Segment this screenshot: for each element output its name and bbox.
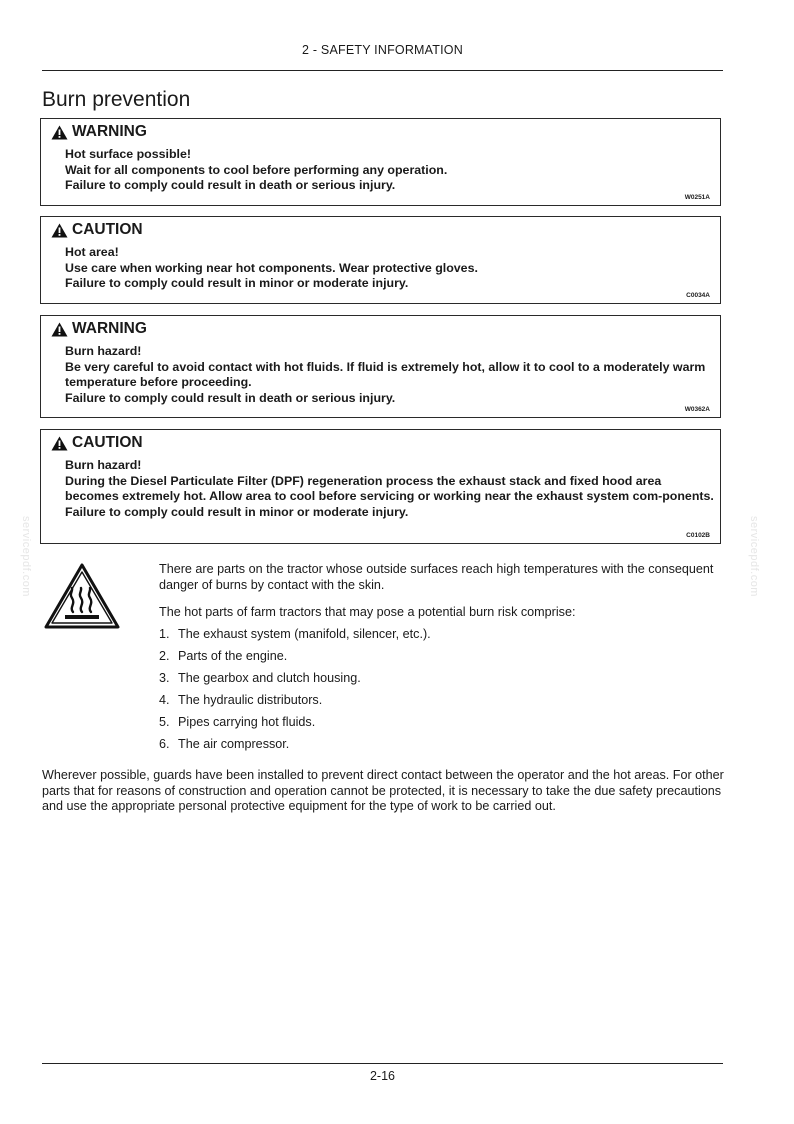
list-item: 3. The gearbox and clutch housing. <box>159 671 361 685</box>
notice-type-label: CAUTION <box>72 434 143 451</box>
notice-code: C0034A <box>686 292 710 299</box>
notice-body <box>65 147 715 194</box>
notice-line: Burn hazard! <box>65 344 142 358</box>
list-item: 6. The air compressor. <box>159 737 290 751</box>
page-title: Burn prevention <box>42 88 191 111</box>
footer-rule <box>42 1063 723 1064</box>
closing-paragraph: Wherever possible, guards have been installed to prevent direct contact between the operator and the hot areas. For other parts that for reasons of construction and operation cannot be protected, it is necessary to take the due safety precautions and use the appropriate personal protective equipment for the type of work to be carried out. <box>42 768 724 813</box>
notice-heading <box>51 320 147 338</box>
list-item: 4. The hydraulic distributors. <box>159 693 323 707</box>
page-number: 2-16 <box>369 1069 396 1083</box>
notice-line: Failure to comply could result in minor or moderate injury. <box>65 504 409 519</box>
warning-box <box>40 315 721 418</box>
notice-heading <box>51 221 143 239</box>
notice-line: Failure to comply could result in minor or moderate injury. <box>65 276 409 290</box>
watermark: servicepdf.com <box>748 516 760 597</box>
notice-body <box>65 245 715 292</box>
notice-line: Hot surface possible! <box>65 147 191 161</box>
watermark: servicepdf.com <box>20 516 32 597</box>
notice-line: Wait for all components to cool before performing any operation. <box>65 162 448 177</box>
warning-triangle-icon <box>51 223 68 238</box>
caution-box <box>40 429 721 544</box>
notice-line: Hot area! <box>65 245 119 259</box>
list-item: 2. Parts of the engine. <box>159 649 288 663</box>
notice-line: Failure to comply could result in death or serious injury. <box>65 178 396 192</box>
list-item: 1. The exhaust system (manifold, silencer, etc.). <box>159 627 431 641</box>
notice-code: C0102B <box>686 532 710 539</box>
notice-code: W0251A <box>684 194 710 201</box>
hot-parts-list <box>159 627 719 759</box>
notice-type-label: WARNING <box>72 123 147 140</box>
notice-line: Burn hazard! <box>65 458 142 472</box>
intro-paragraph: There are parts on the tractor whose outside surfaces reach high temperatures with the consequent danger of burns by contact with the skin. <box>159 562 714 592</box>
list-intro: The hot parts of farm tractors that may pose a potential burn risk comprise: <box>159 605 576 619</box>
notice-body <box>65 458 715 520</box>
notice-heading <box>51 434 143 452</box>
list-item: 5. Pipes carrying hot fluids. <box>159 715 316 729</box>
notice-line: During the Diesel Particulate Filter (DPF) regeneration process the exhaust stack and fixed hood area becomes extremely hot. Allow area to cool before servicing or working near the exhaust system com-ponents. <box>65 473 714 503</box>
notice-heading <box>51 123 147 141</box>
notice-type-label: CAUTION <box>72 221 143 238</box>
notice-line: Be very careful to avoid contact with hot fluids. If fluid is extremely hot, allow it to cool to a moderately warm temperature before proceeding. <box>65 359 706 389</box>
notice-body <box>65 344 715 406</box>
section-header: 2 - SAFETY INFORMATION <box>302 43 463 57</box>
warning-triangle-icon <box>51 436 68 451</box>
warning-triangle-icon <box>51 322 68 337</box>
notice-line: Failure to comply could result in death or serious injury. <box>65 390 396 405</box>
warning-box <box>40 118 721 206</box>
warning-triangle-icon <box>51 125 68 140</box>
caution-box <box>40 216 721 304</box>
notice-type-label: WARNING <box>72 320 147 337</box>
header-rule <box>42 70 723 71</box>
notice-code: W0362A <box>684 406 710 413</box>
hot-surface-icon <box>43 562 121 630</box>
notice-line: Use care when working near hot components. Wear protective gloves. <box>65 260 478 275</box>
